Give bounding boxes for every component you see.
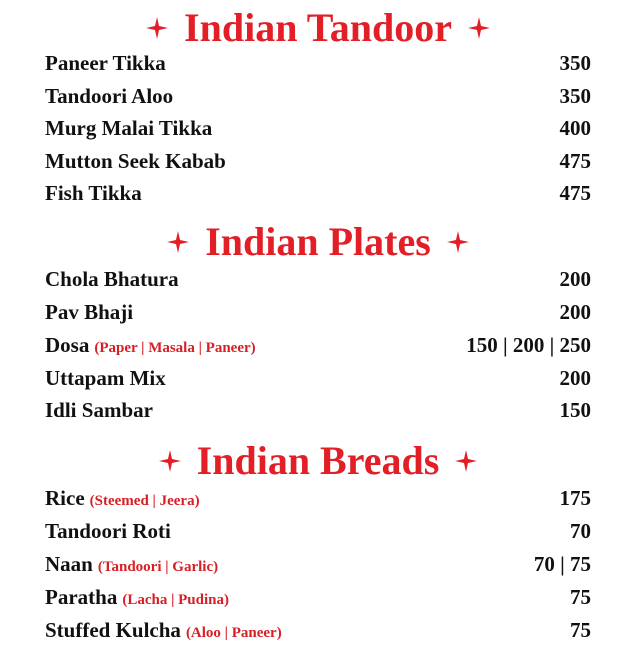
menu-item-variants: (Steemed | Jeera) xyxy=(89,492,200,509)
menu-item-left xyxy=(45,398,153,423)
menu-item-left xyxy=(45,366,166,391)
menu-item-name: Rice xyxy=(45,485,85,510)
menu-item-price: 475 xyxy=(559,148,591,173)
menu-item-left xyxy=(45,267,179,292)
menu-item-left xyxy=(45,116,212,141)
menu-item-name: Fish Tikka xyxy=(45,180,142,205)
menu-item-left xyxy=(45,552,218,577)
menu-item-variants: (Lacha | Pudina) xyxy=(122,591,229,608)
section-title-indian-breads xyxy=(0,438,636,484)
menu-item-name: Idli Sambar xyxy=(45,397,153,422)
menu-item-left xyxy=(45,486,200,511)
menu-item-tandoori-roti xyxy=(45,516,591,546)
menu-item-mutton-seek-kabab xyxy=(45,146,591,176)
menu-item-price: 75 xyxy=(570,584,591,609)
menu-item-name: Tandoori Aloo xyxy=(45,83,174,108)
menu-item-name: Uttapam Mix xyxy=(45,365,166,390)
section-title-text: Indian Breads xyxy=(196,438,440,483)
four-point-star-icon xyxy=(468,17,490,39)
menu-item-price: 150 | 200 | 250 xyxy=(466,332,591,357)
menu-item-left xyxy=(45,149,226,174)
menu-item-naan xyxy=(45,549,591,579)
menu-item-idli-sambar xyxy=(45,395,591,425)
menu-item-name: Chola Bhatura xyxy=(45,266,179,291)
menu-item-name: Paneer Tikka xyxy=(45,50,166,75)
menu-item-price: 75 xyxy=(570,617,591,642)
menu-item-paratha xyxy=(45,582,591,612)
menu-item-chola-bhatura xyxy=(45,264,591,294)
menu-item-price: 150 xyxy=(559,397,591,422)
menu-item-left xyxy=(45,51,166,76)
section-title-indian-tandoor xyxy=(0,5,636,51)
menu-item-price: 70 xyxy=(570,518,591,543)
menu-item-name: Stuffed Kulcha xyxy=(45,617,181,642)
menu-item-price: 200 xyxy=(559,365,591,390)
four-point-star-icon xyxy=(146,17,168,39)
menu-item-name: Naan xyxy=(45,551,93,576)
four-point-star-icon xyxy=(159,450,181,472)
menu-item-pav-bhaji xyxy=(45,297,591,327)
menu-item-variants: (Tandoori | Garlic) xyxy=(97,558,219,575)
menu-item-left xyxy=(45,84,173,109)
menu-item-price: 175 xyxy=(559,485,591,510)
four-point-star-icon xyxy=(167,231,189,253)
menu-item-murg-malai-tikka xyxy=(45,113,591,143)
menu-item-name: Paratha xyxy=(45,584,118,609)
menu-item-left xyxy=(45,618,282,643)
menu-item-name: Mutton Seek Kabab xyxy=(45,148,226,173)
menu-item-price: 350 xyxy=(559,50,591,75)
menu-item-rice xyxy=(45,483,591,513)
menu-item-uttapam-mix xyxy=(45,363,591,393)
section-title-text: Indian Tandoor xyxy=(184,5,452,50)
four-point-star-icon xyxy=(455,450,477,472)
menu-item-dosa xyxy=(45,330,591,360)
menu-item-left xyxy=(45,519,171,544)
menu-item-price: 200 xyxy=(559,299,591,324)
menu-item-name: Tandoori Roti xyxy=(45,518,171,543)
menu-item-price: 475 xyxy=(559,180,591,205)
menu-item-name: Pav Bhaji xyxy=(45,299,134,324)
menu-item-paneer-tikka xyxy=(45,48,591,78)
menu-item-name: Dosa xyxy=(45,332,90,357)
section-title-indian-plates xyxy=(0,219,636,265)
menu-item-left xyxy=(45,333,256,358)
menu-item-tandoori-aloo xyxy=(45,81,591,111)
menu-item-fish-tikka xyxy=(45,178,591,208)
four-point-star-icon xyxy=(447,231,469,253)
menu-item-left xyxy=(45,181,142,206)
menu-item-left xyxy=(45,300,133,325)
section-title-text: Indian Plates xyxy=(205,219,431,264)
menu-item-stuffed-kulcha xyxy=(45,615,591,645)
menu-item-variants: (Paper | Masala | Paneer) xyxy=(94,339,256,356)
menu-item-left xyxy=(45,585,229,610)
menu-item-price: 70 | 75 xyxy=(533,551,591,576)
menu-item-price: 200 xyxy=(559,266,591,291)
menu-item-name: Murg Malai Tikka xyxy=(45,115,213,140)
menu-item-price: 350 xyxy=(559,83,591,108)
menu-item-price: 400 xyxy=(559,115,591,140)
menu-item-variants: (Aloo | Paneer) xyxy=(185,624,282,641)
